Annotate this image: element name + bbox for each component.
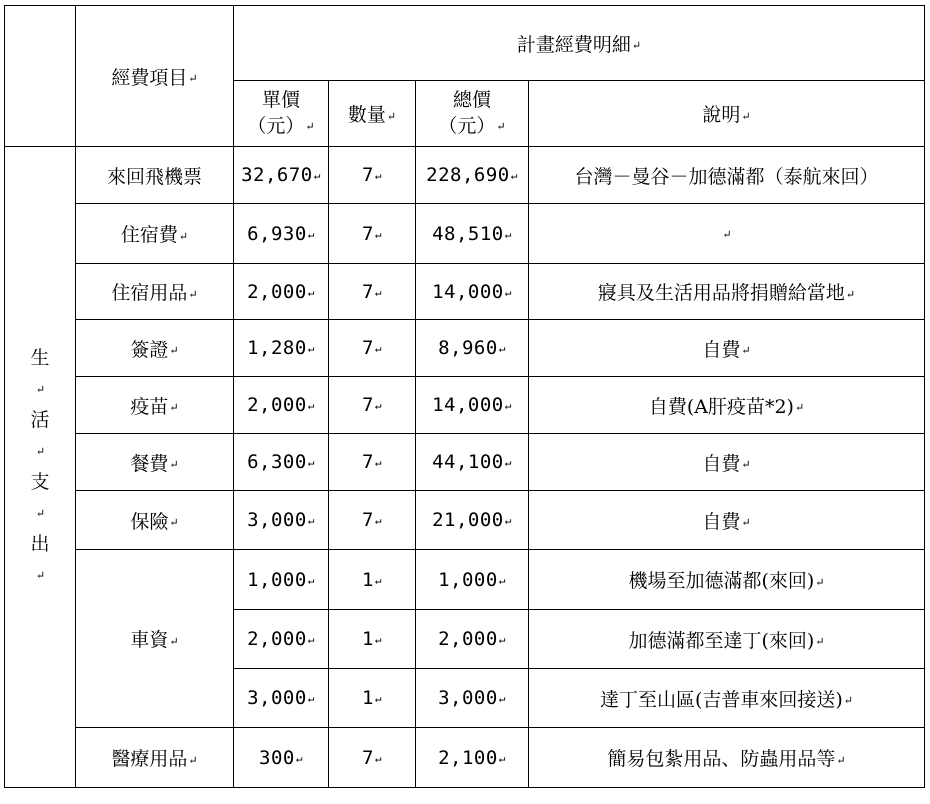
note-cell: 自費(A肝疫苗*2)↵ (529, 377, 925, 434)
item-cell: 保險↵ (76, 491, 234, 550)
unit-price-header-line-1: 單價 (261, 89, 300, 111)
paragraph-mark-icon: ↵ (386, 109, 397, 123)
unit-price-cell: 6,930↵ (234, 204, 329, 264)
note-cell: 寢具及生活用品將捐贈給當地↵ (529, 264, 925, 320)
total-cell: 228,690↵ (416, 147, 529, 204)
quantity-header-cell (329, 81, 416, 147)
unit-price-cell: 32,670↵ (234, 147, 329, 204)
unit-price-cell: 3,000↵ (234, 491, 329, 550)
unit-price-header-line-2: （元） (247, 115, 305, 137)
quantity-header-label: 數量 (347, 104, 386, 126)
unit-price-header-cell (234, 81, 329, 147)
total-cell: 21,000↵ (416, 491, 529, 550)
item-cell: 住宿用品↵ (76, 264, 234, 320)
table-row (5, 204, 925, 264)
note-cell: 自費↵ (529, 320, 925, 377)
note-cell: 加德滿都至達丁(來回)↵ (529, 610, 925, 669)
budget-table (4, 5, 925, 788)
total-cell: 14,000↵ (416, 377, 529, 434)
unit-price-cell: 1,000↵ (234, 550, 329, 610)
note-cell: 簡易包紮用品、防蟲用品等↵ (529, 728, 925, 788)
total-header-line-1: 總價 (452, 89, 491, 111)
total-cell: 1,000↵ (416, 550, 529, 610)
quantity-cell: 7↵ (329, 204, 416, 264)
table-row (5, 377, 925, 434)
paragraph-mark-icon: ↵ (741, 109, 751, 123)
note-cell: 機場至加德滿都(來回)↵ (529, 550, 925, 610)
transport-item-cell: 車資↵ (76, 550, 234, 728)
detail-header-cell (234, 6, 925, 81)
total-cell: 14,000↵ (416, 264, 529, 320)
paragraph-mark-icon: ↵ (496, 120, 506, 133)
table-row (5, 147, 925, 204)
category-label: 生 ↵ 活 ↵ 支 ↵ 出 ↵ (30, 347, 50, 582)
quantity-cell: 7↵ (329, 147, 416, 204)
quantity-cell: 7↵ (329, 320, 416, 377)
quantity-cell: 1↵ (329, 550, 416, 610)
table-row (5, 728, 925, 788)
quantity-cell: 7↵ (329, 434, 416, 491)
total-cell: 3,000↵ (416, 669, 529, 728)
table-row (5, 434, 925, 491)
note-header-cell (529, 81, 925, 147)
unit-price-cell: 1,280↵ (234, 320, 329, 377)
quantity-cell: 7↵ (329, 377, 416, 434)
table-row (5, 264, 925, 320)
table-row (5, 320, 925, 377)
quantity-cell: 7↵ (329, 728, 416, 788)
item-cell: 簽證↵ (76, 320, 234, 377)
item-cell: 疫苗↵ (76, 377, 234, 434)
total-cell: 2,100↵ (416, 728, 529, 788)
item-cell: 餐費↵ (76, 434, 234, 491)
paragraph-mark-icon: ↵ (188, 72, 198, 85)
note-cell: 自費↵ (529, 434, 925, 491)
detail-header-label: 計畫經費明細 (516, 33, 631, 56)
unit-price-cell: 3,000↵ (234, 669, 329, 728)
unit-price-cell: 2,000↵ (234, 377, 329, 434)
total-cell: 2,000↵ (416, 610, 529, 669)
quantity-cell: 7↵ (329, 264, 416, 320)
table-row (5, 491, 925, 550)
item-cell: 來回飛機票 (76, 147, 234, 204)
note-cell: 台灣－曼谷－加德滿都（泰航來回） (529, 147, 925, 204)
item-cell: 醫療用品↵ (76, 728, 234, 788)
total-header-line-2: （元） (438, 115, 496, 137)
unit-price-cell: 2,000↵ (234, 264, 329, 320)
total-header-cell (416, 81, 529, 147)
note-cell: ↵ (529, 204, 925, 264)
note-cell: 達丁至山區(吉普車來回接送)↵ (529, 669, 925, 728)
total-cell: 48,510↵ (416, 204, 529, 264)
note-header-label: 說明 (702, 104, 741, 126)
note-cell: 自費↵ (529, 491, 925, 550)
item-header-cell (76, 6, 234, 147)
quantity-cell: 1↵ (329, 610, 416, 669)
unit-price-cell: 2,000↵ (234, 610, 329, 669)
quantity-cell: 1↵ (329, 669, 416, 728)
category-header-cell (5, 6, 76, 147)
paragraph-mark-icon: ↵ (631, 39, 642, 52)
unit-price-cell: 300↵ (234, 728, 329, 788)
item-header-label: 經費項目 (111, 66, 188, 89)
quantity-cell: 7↵ (329, 491, 416, 550)
total-cell: 44,100↵ (416, 434, 529, 491)
unit-price-cell: 6,300↵ (234, 434, 329, 491)
paragraph-mark-icon: ↵ (305, 120, 315, 133)
total-cell: 8,960↵ (416, 320, 529, 377)
category-cell (5, 147, 76, 788)
item-cell: 住宿費↵ (76, 204, 234, 264)
table-row (5, 550, 925, 610)
header-row-1 (5, 6, 925, 81)
